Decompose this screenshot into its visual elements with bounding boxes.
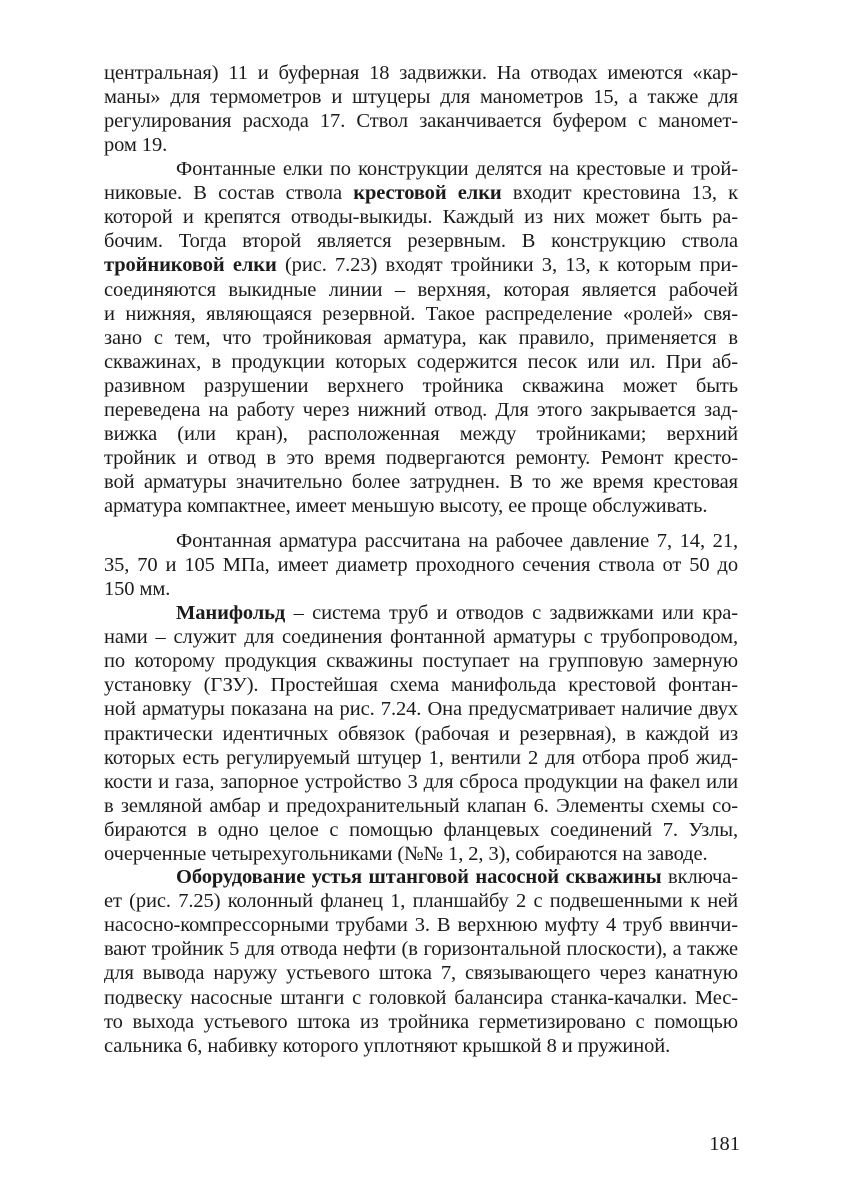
text-line: центральная) 11 и буферная 18 задвижки. На отводах имеются «кар-	[104, 62, 738, 84]
text-line: соединяются выкидные линии – верхняя, которая является рабочей	[104, 278, 738, 301]
text-line: нами – служит для соединения фонтанной арматуры с трубопроводом,	[104, 626, 738, 649]
text-line: очерченные четырехугольниками (№№ 1, 2, 3), собираются на заводе.	[104, 843, 708, 865]
text-line: Фонтанные елки по конструкции делятся на крестовые и трой-	[176, 158, 738, 180]
text-line: никовые. В состав ствола крестовой елки входит крестовина 13, к	[104, 182, 738, 205]
text-line: бираются в одно целое с помощью фланцевых соединений 7. Узлы,	[104, 818, 738, 841]
text-line: Манифольд – система труб и отводов с задвижками или кра-	[176, 602, 738, 624]
text-line: для вывода наружу устьевого штока 7, связывающего через канатную	[104, 962, 738, 985]
text-line: тройник и отвод в это время подвергаются ремонту. Ремонт кресто-	[104, 447, 738, 470]
bold-term: крестовой елки	[353, 182, 502, 205]
bold-term: Оборудование устья штанговой насосной скважины	[176, 866, 662, 888]
text-line: Фонтанная арматура рассчитана на рабочее давление 7, 14, 21,	[176, 530, 738, 552]
text-line: 35, 70 и 105 МПа, имеет диаметр проходного сечения ствола от 50 до	[104, 554, 738, 577]
text-line: разивном разрушении верхнего тройника скважина может быть	[104, 374, 738, 397]
text-line: которой и крепятся отводы-выкиды. Каждый из них может быть ра-	[104, 206, 738, 229]
text-line: подвеску насосные штанги с головкой балансира станка-качалки. Мес-	[104, 986, 738, 1009]
text-line: в земляной амбар и предохранительный клапан 6. Элементы схемы со-	[104, 794, 738, 817]
text-line: зано с тем, что тройниковая арматура, как правило, применяется в	[104, 326, 738, 349]
text-line: кости и газа, запорное устройство 3 для сброса продукции на факел или	[104, 770, 738, 793]
text-line: бочим. Тогда второй является резервным. В конструкцию ствола	[104, 230, 738, 253]
text-line: тройниковой елки (рис. 7.23) входят тройники 3, 13, к которым при-	[104, 254, 738, 277]
text-line: маны» для термометров и штуцеры для манометров 15, а также для	[104, 86, 738, 109]
text-line: 150 мм.	[104, 578, 171, 601]
bold-term: тройниковой елки	[104, 254, 277, 277]
text-line: Оборудование устья штанговой насосной скважины включа-	[176, 866, 738, 888]
text-line: ет (рис. 7.25) колонный фланец 1, планшайбу 2 с подвешенными к ней	[104, 890, 738, 913]
text-line: и нижняя, являющаяся резервной. Такое распределение «ролей» свя-	[104, 302, 738, 325]
text-line: установку (ГЗУ). Простейшая схема манифольда крестовой фонтан-	[104, 674, 738, 697]
page-number: 181	[709, 1133, 740, 1155]
text-line: насосно-компрессорными трубами 3. В верхнюю муфту 4 труб ввинчи-	[104, 914, 738, 937]
text-line: которых есть регулируемый штуцер 1, вентили 2 для отбора проб жид-	[104, 746, 738, 769]
text-line: переведена на работу через нижний отвод. Для этого закрывается зад-	[104, 399, 738, 421]
text-line: ной арматуры показана на рис. 7.24. Она предусматривает наличие двух	[104, 698, 738, 721]
text-line: практически идентичных обвязок (рабочая и резервная), в каждой из	[104, 722, 738, 745]
text-line: скважинах, в продукции которых содержится песок или ил. При аб-	[104, 350, 738, 373]
text-line: арматура компактнее, имеет меньшую высоту, ее проще обслуживать.	[104, 495, 708, 518]
text-line: ром 19.	[104, 134, 168, 157]
text-line: вают тройник 5 для отвода нефти (в горизонтальной плоскости), а также	[104, 938, 738, 961]
text-line: сальника 6, набивку которого уплотняют крышкой 8 и пружиной.	[104, 1034, 671, 1057]
text-line: вой арматуры значительно более затруднен. В то же время крестовая	[104, 471, 738, 494]
bold-term: Манифольд	[176, 602, 286, 624]
text-line: регулирования расхода 17. Ствол заканчивается буфером с маномет-	[104, 110, 738, 133]
text-line: по которому продукция скважины поступает на групповую замерную	[104, 650, 738, 673]
text-line: то выхода устьевого штока из тройника герметизировано с помощью	[104, 1010, 738, 1033]
text-line: вижка (или кран), расположенная между тройниками; верхний	[104, 423, 738, 446]
